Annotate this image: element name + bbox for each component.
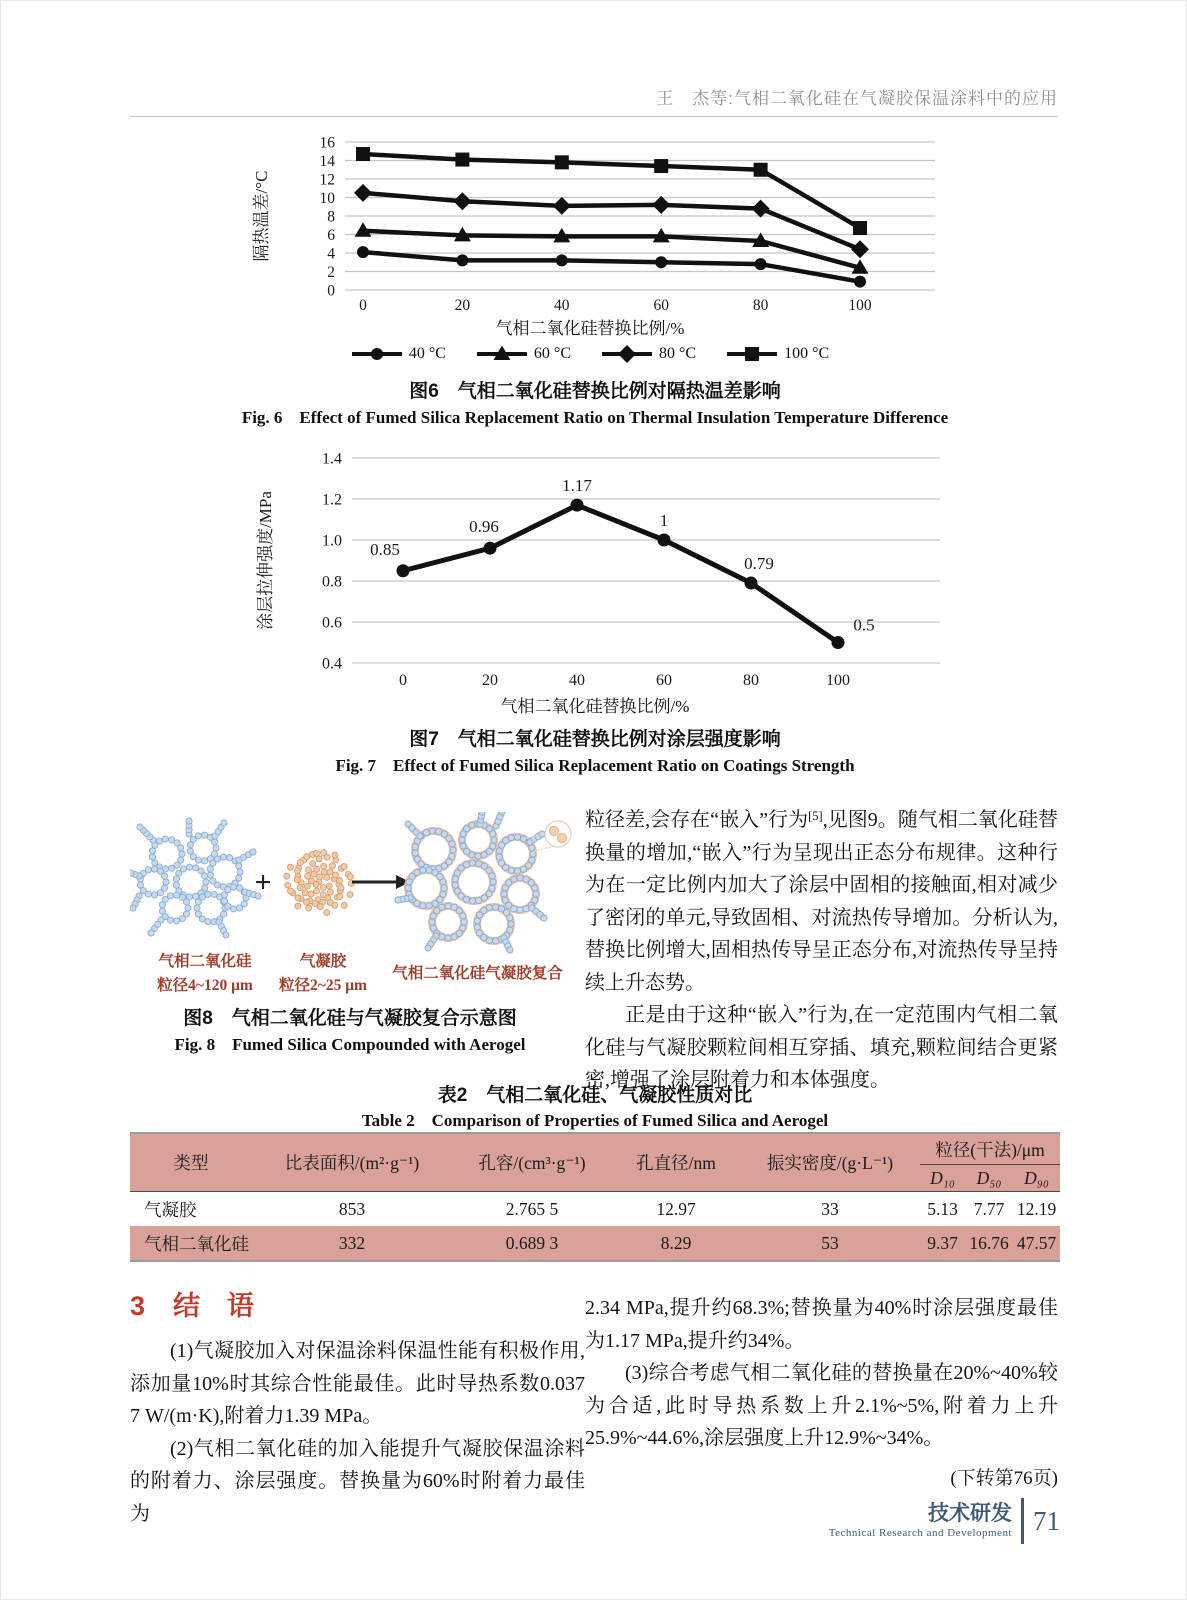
fig6-legend <box>235 345 945 363</box>
fig7-caption-en: Fig. 7 Effect of Fumed Silica Replacement Ratio on Coatings Strength <box>335 756 855 775</box>
table-cell: 0.689 3 <box>452 1226 612 1261</box>
y-axis-ticks <box>322 451 342 673</box>
svg-text:0: 0 <box>359 297 367 314</box>
svg-text:0: 0 <box>327 282 335 300</box>
continuation-note: (下转第76页) <box>950 1467 1058 1489</box>
table2-header-pore-diameter: 孔直径/nm <box>612 1133 740 1192</box>
svg-text:0.8: 0.8 <box>322 573 342 591</box>
aerogel-cluster-icon <box>284 850 355 916</box>
table-cell: 9.37 <box>920 1226 965 1261</box>
footer-page-number: 71 <box>1033 1505 1060 1536</box>
table2-header-type: 类型 <box>130 1133 252 1192</box>
legend-label: 100 °C <box>784 345 830 362</box>
footer-section-cn: 技术研发 <box>928 1501 1012 1525</box>
svg-text:80: 80 <box>752 297 769 314</box>
y-axis-title: 隔热温差/°C <box>252 170 271 262</box>
fig6-caption-en: Fig. 6 Effect of Fumed Silica Replacement Ratio on Thermal Insulation Temperature Difference <box>241 408 949 427</box>
svg-text:4: 4 <box>327 245 335 263</box>
table-cell: 33 <box>821 1198 839 1219</box>
legend-item <box>601 345 696 363</box>
composite-network-icon <box>395 812 547 953</box>
fumed-silica-network-icon <box>130 818 261 938</box>
paragraph: 2.34 MPa,提升约68.3%;替换量为40%时涂层强度最佳为1.17 MPa,提升约34%。 <box>585 1297 1058 1352</box>
table2-body <box>130 1192 1060 1262</box>
paragraph: (1)气凝胶加入对保温涂料保温性能有积极作用,添加量10%时其综合性能最佳。此时导热系数0.037 7 W/(m·K),附着力1.39 MPa。 <box>130 1340 585 1427</box>
svg-text:100: 100 <box>848 297 872 314</box>
legend-item <box>726 345 829 363</box>
fig8-composite-label: 气相二氧化硅气凝胶复合 <box>392 965 563 982</box>
paragraph: 粒径差,会存在“嵌入”行为[5],见图9。随气相二氧化硅替换量的增加,“嵌入”行为呈现出正态分布规律。这种行为在一定比例内加大了涂层中固相的接触面,相对减少了密闭的单元,导致固相、对流热传导增加。分析认为,替换比例增大,固相热传导呈正态分布,对流热传导呈持续上升态势。 <box>585 809 1059 994</box>
svg-text:0.96: 0.96 <box>469 517 499 537</box>
table2-caption-cn: 表2 气相二氧化硅、气凝胶性质对比 <box>437 1085 753 1106</box>
fig7-line-chart <box>245 442 945 692</box>
table2-properties <box>130 1132 1060 1262</box>
svg-text:8: 8 <box>327 208 335 226</box>
conclusion-column-right <box>585 1292 1058 1490</box>
table-cell: 7.77 <box>973 1198 1005 1219</box>
svg-text:12: 12 <box>319 171 335 189</box>
svg-text:0.85: 0.85 <box>370 539 400 559</box>
footer-section <box>829 1502 1012 1541</box>
table-cell: 53 <box>740 1226 920 1261</box>
fig6-line-chart <box>235 130 945 335</box>
svg-text:60: 60 <box>656 672 672 689</box>
fig8-aerogel-label: 气凝胶 粒径2~25 μm <box>279 953 367 994</box>
svg-text:60: 60 <box>653 297 669 314</box>
table2-header-d90: D₉₀ <box>1013 1165 1060 1192</box>
fig6-x-axis-title: 气相二氧化硅替换比例/% <box>495 319 685 338</box>
header-rule <box>130 116 1058 117</box>
svg-text:20: 20 <box>454 297 471 314</box>
fig8-compounding-diagram <box>130 812 580 954</box>
svg-text:2: 2 <box>327 264 335 281</box>
table2-header-d50: D₅₀ <box>965 1165 1013 1192</box>
footer-divider <box>1021 1498 1024 1544</box>
table-row <box>130 1192 1060 1227</box>
arrow-icon <box>352 875 410 889</box>
y-axis-ticks <box>320 135 336 300</box>
table-cell: 332 <box>252 1226 452 1261</box>
y-axis-title: 涂层拉伸强度/MPa <box>256 491 275 630</box>
x-axis-ticks <box>399 672 850 689</box>
svg-text:14: 14 <box>319 153 335 170</box>
table2-header-d10: D₁₀ <box>920 1165 965 1192</box>
legend-marker-diamond-icon <box>601 345 653 363</box>
fig8-silica-label: 气相二氧化硅 粒径4~120 μm <box>157 953 253 994</box>
fig8-caption-en: Fig. 8 Fumed Silica Compounded with Aerogel <box>174 1035 526 1054</box>
table-row <box>130 1226 1060 1261</box>
svg-text:0.5: 0.5 <box>853 615 875 635</box>
svg-text:10: 10 <box>319 190 335 207</box>
reference-marker: [5] <box>808 809 823 823</box>
svg-text:100: 100 <box>826 672 850 689</box>
fig8-caption-cn: 图8 气相二氧化硅与气凝胶复合示意图 <box>183 1008 517 1029</box>
table-cell: 气凝胶 <box>144 1199 197 1220</box>
table-cell: 8.29 <box>612 1226 740 1261</box>
svg-text:0: 0 <box>399 672 407 689</box>
conclusion-heading: 3 结 语 <box>130 1291 255 1321</box>
svg-text:40: 40 <box>554 297 570 314</box>
body-column-right <box>585 800 1058 1097</box>
paragraph: 正是由于这种“嵌入”行为,在一定范围内气相二氧化硅与气凝胶颗粒间相互穿插、填充,颗粒间结合更紧密,增强了涂层附着力和本体强度。 <box>585 1004 1058 1091</box>
conclusion-column-left <box>130 1284 585 1530</box>
table-cell: 2.765 5 <box>505 1198 559 1219</box>
svg-text:1.0: 1.0 <box>322 532 342 550</box>
svg-text:16: 16 <box>319 134 335 152</box>
series-涂层拉伸强度 <box>397 499 845 649</box>
data-labels <box>370 476 875 634</box>
paragraph: (3)综合考虑气相二氧化硅的替换量在20%~40%较为合适,此时导热系数上升2.1%~5%,附着力上升25.9%~44.6%,涂层强度上升12.9%~34%。 <box>585 1362 1058 1449</box>
plus-sign: + <box>254 866 272 899</box>
svg-text:0.79: 0.79 <box>744 554 774 574</box>
page-footer <box>700 1498 1060 1544</box>
svg-text:20: 20 <box>482 672 498 689</box>
legend-marker-triangle-icon <box>476 345 528 363</box>
running-title: 王 杰等:气相二氧化硅在气凝胶保温涂料中的应用 <box>656 89 1058 108</box>
svg-text:1.4: 1.4 <box>322 450 342 468</box>
table-cell: 853 <box>338 1198 366 1219</box>
fig6-caption-cn: 图6 气相二氧化硅替换比例对隔热温差影响 <box>409 381 781 402</box>
table2-header-pore-volume: 孔容/(cm³·g⁻¹) <box>452 1133 612 1192</box>
svg-text:40: 40 <box>569 672 585 689</box>
table-cell: 5.13 <box>927 1198 958 1219</box>
legend-marker-circle-icon <box>351 345 403 363</box>
footer-section-en: Technical Research and Development <box>828 1526 1012 1539</box>
legend-label: 80 °C <box>659 345 697 362</box>
svg-text:80: 80 <box>743 672 759 689</box>
table2-header-tap-density: 振实密度/(g·L⁻¹) <box>740 1133 920 1192</box>
legend-item <box>476 345 571 363</box>
table-cell: 16.76 <box>965 1226 1013 1261</box>
svg-text:6: 6 <box>327 227 335 244</box>
svg-text:0.6: 0.6 <box>322 614 342 632</box>
table-cell: 12.19 <box>1016 1198 1057 1219</box>
series-60°c <box>355 222 869 273</box>
table-cell: 47.57 <box>1013 1226 1060 1261</box>
x-axis-ticks <box>359 297 872 314</box>
svg-text:1: 1 <box>659 511 669 530</box>
table2-header-surface-area: 比表面积/(m²·g⁻¹) <box>252 1133 452 1192</box>
legend-label: 40 °C <box>408 345 446 362</box>
table-cell: 气相二氧化硅 <box>130 1226 252 1261</box>
paragraph: (2)气相二氧化硅的加入能提升气凝胶保温涂料的附着力、涂层强度。替换量为60%时附着力最佳为 <box>130 1437 585 1525</box>
table2-caption-en: Table 2 Comparison of Properties of Fumed Silica and Aerogel <box>361 1111 829 1130</box>
fig7-caption-cn: 图7 气相二氧化硅替换比例对涂层强度影响 <box>409 729 781 750</box>
legend-marker-square-icon <box>726 345 778 363</box>
legend-label: 60 °C <box>533 345 571 362</box>
svg-text:1.17: 1.17 <box>562 476 592 496</box>
svg-text:0.4: 0.4 <box>322 655 342 673</box>
svg-text:1.2: 1.2 <box>322 491 342 509</box>
table-cell: 12.97 <box>656 1198 696 1219</box>
legend-item <box>351 345 446 363</box>
table2-header-particle-size: 粒径(干法)/μm <box>920 1133 1060 1165</box>
series-40°c <box>357 246 866 288</box>
fig7-x-axis-title: 气相二氧化硅替换比例/% <box>500 697 690 716</box>
